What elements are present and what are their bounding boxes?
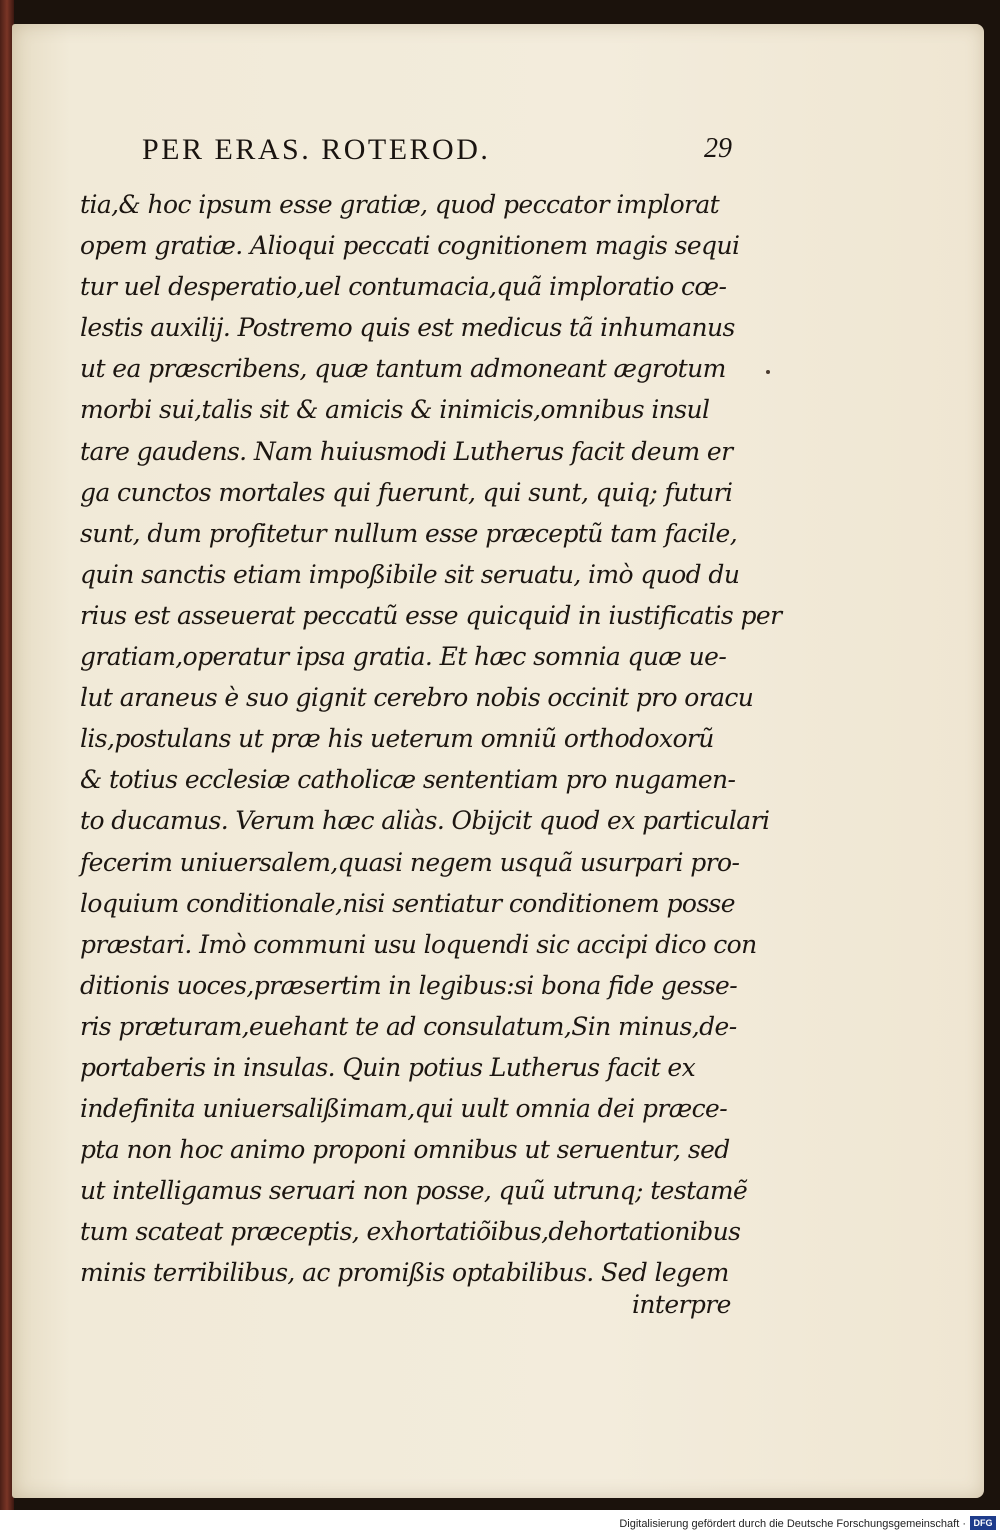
text-line: tum scateat præceptis, exhortatiõibus,dehortationibus <box>80 1217 741 1247</box>
body-text <box>80 184 782 1294</box>
text-line: fecerim uniuersalem,quasi negem usquã usurpari pro- <box>80 847 740 877</box>
text-line: lis,postulans ut præ his ueterum omniũ orthodoxorũ <box>80 724 714 754</box>
text-line: rius est asseuerat peccatũ esse quicquid in iustificatis per <box>80 600 782 630</box>
text-line: & totius ecclesiæ catholicæ sententiam pro nugamen- <box>80 765 736 795</box>
running-head: PER ERAS. ROTEROD. <box>142 133 491 166</box>
text-line: tur uel desperatio,uel contumacia,quã imploratio cœ- <box>80 272 727 302</box>
text-line: morbi sui,talis sit & amicis & inimicis,omnibus insul <box>80 395 710 425</box>
text-line: to ducamus. Verum hæc aliàs. Obijcit quod ex particulari <box>80 806 770 836</box>
text-line: lut araneus è suo gignit cerebro nobis occinit pro oracu <box>80 683 754 713</box>
text-line: præstari. Imò communi usu loquendi sic accipi dico con <box>80 929 757 959</box>
text-line: ga cunctos mortales qui fuerunt, qui sunt, quiq; futuri <box>80 477 733 507</box>
text-line: quin sanctis etiam impoßibile sit seruatu, imò quod du <box>80 559 740 589</box>
page-header <box>142 133 742 173</box>
text-line: indefinita uniuersalißimam,qui uult omnia dei præce- <box>80 1094 728 1124</box>
text-line: pta non hoc animo proponi omnibus ut seruentur, sed <box>80 1135 730 1165</box>
text-line: tare gaudens. Nam huiusmodi Lutherus facit deum er <box>80 436 733 466</box>
page-number: 29 <box>704 133 732 164</box>
funding-credit: Digitalisierung gefördert durch die Deutsche Forschungsgemeinschaft · <box>619 1518 966 1530</box>
text-line: opem gratiæ. Alioqui peccati cognitionem magis sequi <box>80 231 740 261</box>
text-line: ris præturam,euehant te ad consulatum,Sin minus,de- <box>80 1011 737 1041</box>
text-line: ditionis uoces,præsertim in legibus:si bona fide gesse- <box>80 970 738 1000</box>
text-line: lestis auxilij. Postremo quis est medicus tã inhumanus <box>80 313 735 343</box>
text-line: ut intelligamus seruari non posse, quũ utrunq; testamẽ <box>80 1176 748 1206</box>
catchword: interpre <box>632 1290 731 1319</box>
dfg-logo: DFG <box>970 1516 996 1530</box>
text-line: tia,& hoc ipsum esse gratiæ, quod peccator implorat <box>80 190 720 219</box>
text-line: sunt, dum profitetur nullum esse præceptũ tam facile, <box>80 518 738 548</box>
text-line: ut ea præscribens, quæ tantum admoneant ægrotum <box>80 354 726 384</box>
text-line: portaberis in insulas. Quin potius Lutherus facit ex <box>80 1052 696 1082</box>
text-line: loquium conditionale,nisi sentiatur conditionem posse <box>80 888 735 918</box>
ink-speck <box>766 370 770 374</box>
text-line: minis terribilibus, ac promißis optabilibus. Sed legem <box>80 1258 729 1288</box>
footer-bar <box>0 1510 1000 1536</box>
text-line: gratiam,operatur ipsa gratia. Et hæc somnia quæ ue- <box>80 642 727 672</box>
